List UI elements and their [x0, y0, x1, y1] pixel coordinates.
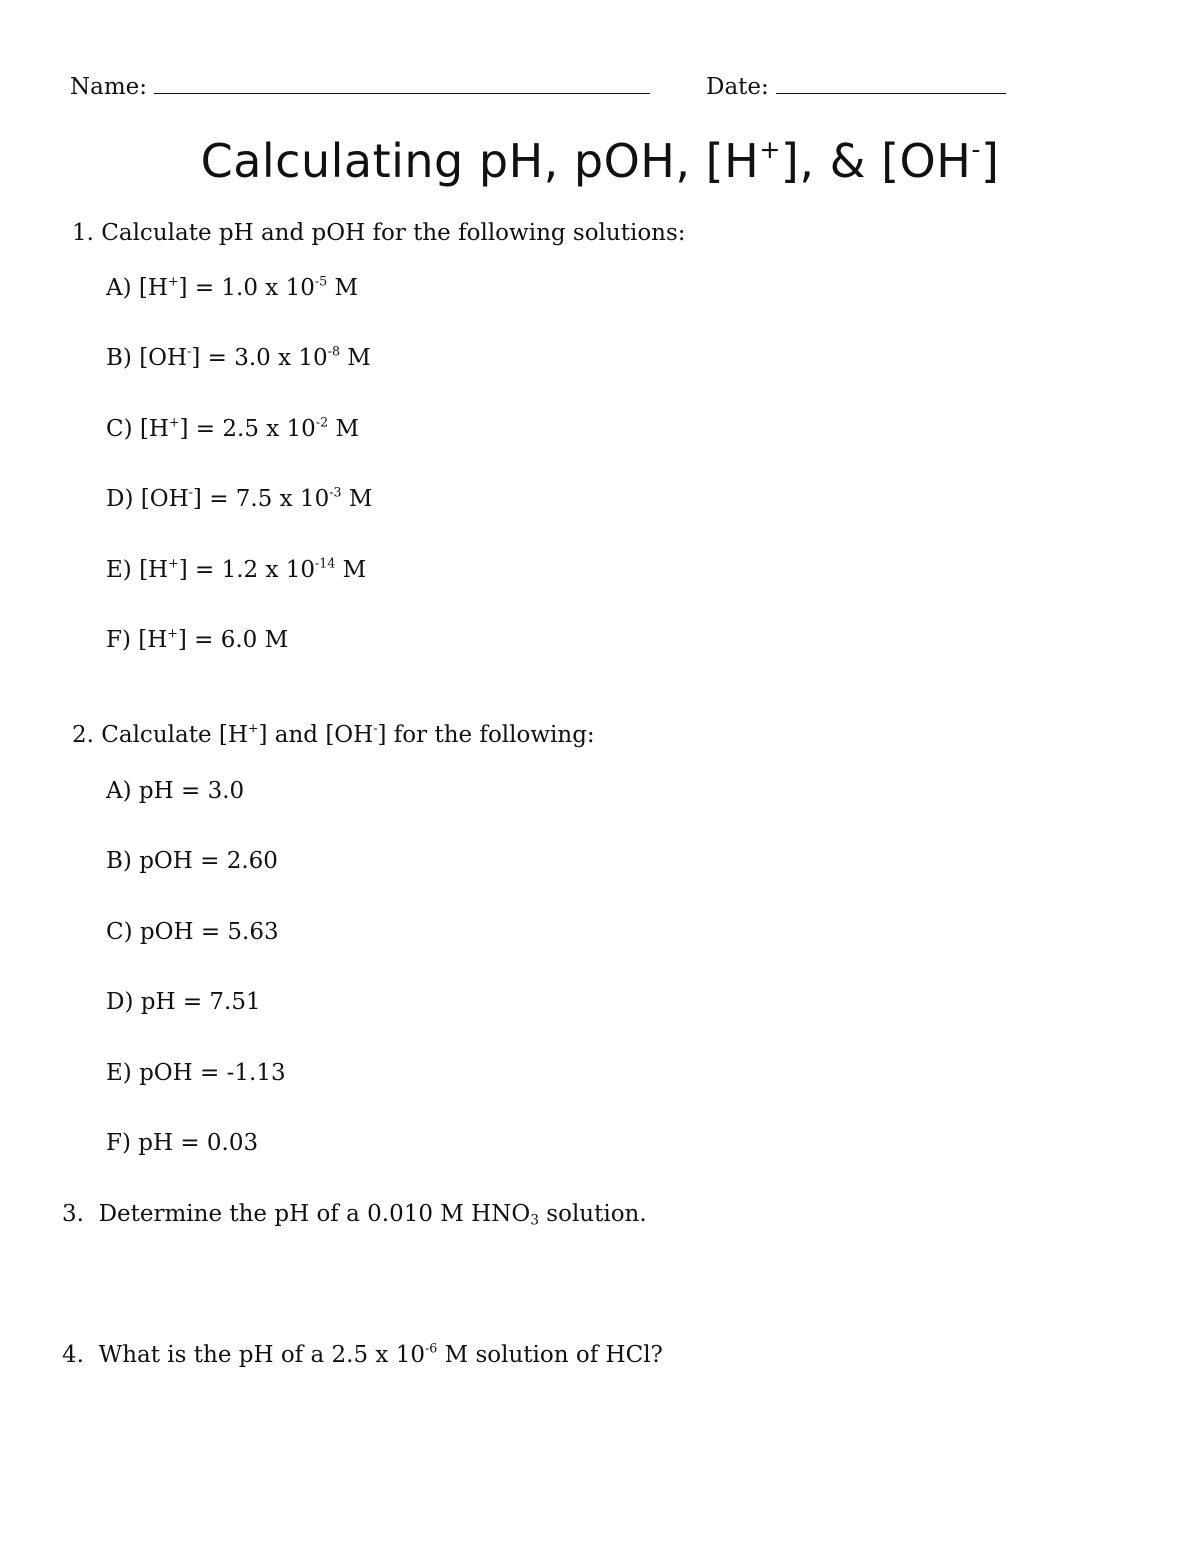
- subscript: 3: [530, 1212, 539, 1229]
- exponent: -3: [329, 484, 342, 500]
- item-text: [OH: [140, 486, 189, 512]
- q1-item-d: [106, 486, 372, 512]
- item-text: [H: [139, 416, 169, 442]
- question-text: Calculate [H: [101, 722, 248, 748]
- item-unit: M: [340, 345, 371, 371]
- q1-item-a: [106, 275, 358, 301]
- item-letter: C): [106, 416, 133, 442]
- item-unit: M: [328, 416, 360, 442]
- title-part: ], & [OH: [780, 134, 972, 188]
- q2-item-f: [106, 1130, 258, 1156]
- question-number: 1.: [72, 220, 94, 246]
- item-text: pOH = -1.13: [139, 1060, 286, 1086]
- item-text: [H: [139, 557, 169, 583]
- question-text: Calculate pH and pOH for the following solutions:: [101, 220, 686, 246]
- item-letter: E): [106, 557, 132, 583]
- item-letter: F): [106, 627, 131, 653]
- ion-charge: +: [247, 720, 259, 736]
- question-1: [72, 220, 686, 246]
- exponent: -5: [314, 273, 328, 289]
- exponent: -6: [424, 1340, 438, 1356]
- item-text: pH = 7.51: [140, 989, 261, 1015]
- question-3: [62, 1201, 647, 1227]
- title-part: Calculating pH, pOH, [H: [200, 134, 760, 188]
- item-text: ] = 2.5 x 10: [179, 416, 316, 442]
- item-letter: E): [106, 1060, 132, 1086]
- name-line: [70, 74, 650, 100]
- q1-item-b: [106, 345, 371, 371]
- item-text: ] = 1.0 x 10: [178, 275, 315, 301]
- item-text: pOH = 5.63: [139, 919, 279, 945]
- question-2: [72, 722, 595, 748]
- item-text: pOH = 2.60: [139, 848, 278, 874]
- question-text: M solution of HCl?: [437, 1342, 663, 1368]
- item-text: [OH: [139, 345, 188, 371]
- item-letter: C): [106, 919, 133, 945]
- title-sup: -: [971, 135, 981, 165]
- q2-item-e: [106, 1060, 286, 1086]
- ion-charge: +: [167, 273, 179, 289]
- question-text: ] for the following:: [377, 722, 595, 748]
- q2-item-a: [106, 778, 244, 804]
- question-text: Determine the pH of a 0.010 M HNO: [98, 1201, 531, 1227]
- item-text: ] = 3.0 x 10: [191, 345, 328, 371]
- item-text: pH = 3.0: [138, 778, 245, 804]
- q1-item-f: [106, 627, 288, 653]
- question-number: 4.: [62, 1342, 84, 1368]
- ion-charge: +: [167, 625, 178, 641]
- ion-charge: +: [168, 414, 180, 430]
- item-text: ] = 7.5 x 10: [192, 486, 330, 512]
- item-text: ] = 6.0 M: [177, 627, 289, 653]
- item-unit: M: [341, 486, 373, 512]
- item-text: [H: [138, 275, 168, 301]
- ion-charge: +: [168, 555, 179, 571]
- item-unit: M: [335, 557, 367, 583]
- name-label: Name:: [70, 74, 148, 100]
- question-4: [62, 1342, 663, 1368]
- q2-item-c: [106, 919, 279, 945]
- exponent: -2: [315, 414, 329, 430]
- title-sup: +: [759, 135, 781, 165]
- q1-item-c: [106, 416, 359, 442]
- name-blank[interactable]: [154, 93, 650, 94]
- page-title: [0, 134, 1200, 188]
- exponent: -14: [315, 555, 336, 571]
- date-blank[interactable]: [776, 93, 1006, 94]
- item-letter: D): [106, 486, 134, 512]
- ion-charge: -: [187, 343, 192, 359]
- item-letter: D): [106, 989, 134, 1015]
- item-letter: A): [106, 778, 132, 804]
- item-letter: F): [106, 1130, 131, 1156]
- date-label: Date:: [706, 74, 769, 100]
- q2-item-b: [106, 848, 278, 874]
- item-letter: B): [106, 848, 132, 874]
- question-text: What is the pH of a 2.5 x 10: [98, 1342, 425, 1368]
- ion-charge: -: [188, 484, 193, 500]
- question-number: 3.: [62, 1201, 84, 1227]
- item-text: ] = 1.2 x 10: [178, 557, 316, 583]
- q2-item-d: [106, 989, 261, 1015]
- question-number: 2.: [72, 722, 94, 748]
- q1-item-e: [106, 557, 366, 583]
- question-text: ] and [OH: [258, 722, 374, 748]
- item-text: pH = 0.03: [138, 1130, 259, 1156]
- ion-charge: -: [373, 720, 378, 736]
- exponent: -8: [327, 343, 340, 359]
- item-text: [H: [138, 627, 168, 653]
- item-unit: M: [327, 275, 359, 301]
- item-letter: B): [106, 345, 132, 371]
- question-text: solution.: [538, 1201, 647, 1227]
- title-part: ]: [980, 134, 1000, 188]
- date-line: [706, 74, 1006, 100]
- item-letter: A): [106, 275, 132, 301]
